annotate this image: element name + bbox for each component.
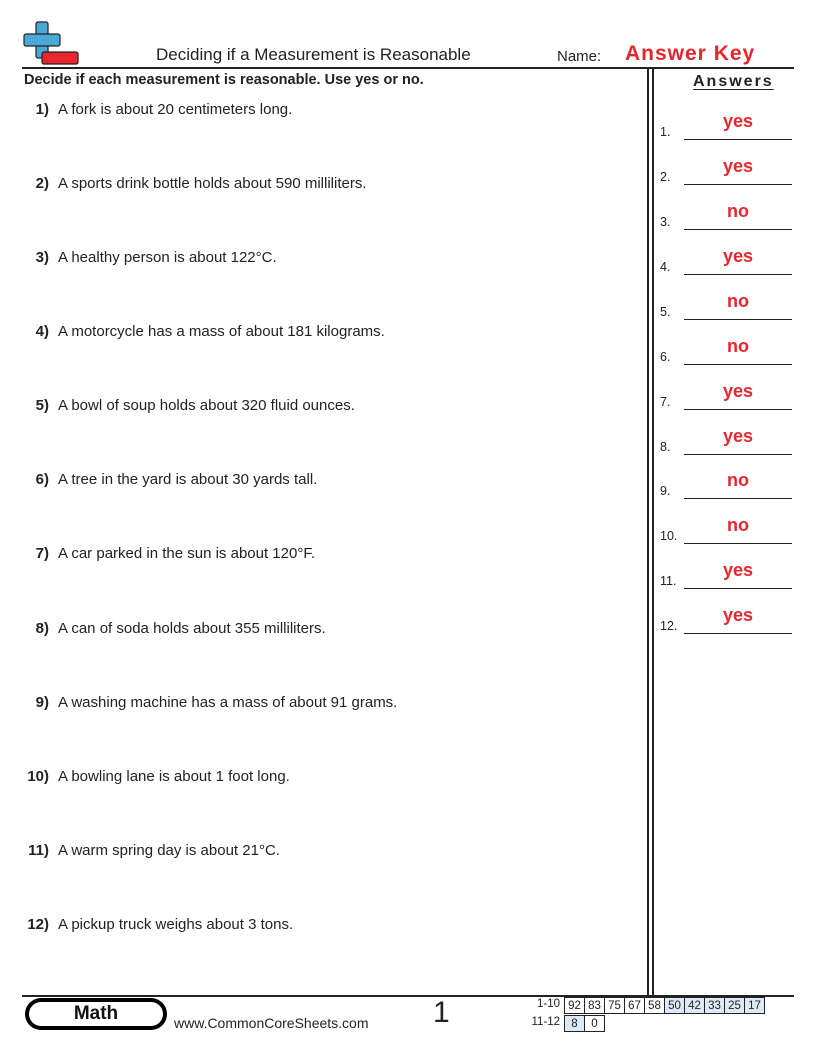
answer-key-label: Answer Key	[625, 42, 756, 65]
question-number: 5)	[35, 397, 49, 414]
question-text: A bowl of soup holds about 320 fluid ounces.	[58, 397, 355, 414]
answer-value: yes	[722, 156, 754, 176]
answer-value: yes	[722, 426, 754, 446]
question-text: A pickup truck weighs about 3 tons.	[58, 916, 294, 933]
answer-value: yes	[722, 381, 754, 401]
answer-number: 7.	[660, 395, 671, 409]
score-table-row-2	[564, 1015, 605, 1032]
page-number: 1	[433, 996, 450, 1029]
score-cell: 75	[605, 998, 625, 1014]
plus-minus-logo-icon	[22, 20, 80, 68]
answer-line	[684, 588, 792, 589]
column-divider-right	[652, 67, 654, 996]
answer-line	[684, 409, 792, 410]
score-cell: 92	[565, 998, 585, 1014]
answer-number: 9.	[660, 484, 671, 498]
answer-row	[660, 291, 794, 321]
question-number: 10)	[27, 768, 49, 785]
question-number: 9)	[35, 694, 49, 711]
score-cell: 50	[665, 998, 685, 1014]
question-number: 12)	[27, 916, 49, 933]
answer-value: yes	[722, 605, 754, 625]
answer-row	[660, 201, 794, 231]
question-number: 8)	[35, 620, 49, 637]
answer-row	[660, 381, 794, 411]
answer-value: yes	[722, 246, 754, 266]
score-cell: 83	[585, 998, 605, 1014]
question-number: 11)	[28, 842, 49, 859]
answer-number: 11.	[660, 574, 677, 588]
answer-line	[684, 498, 792, 499]
answer-number: 1.	[660, 125, 671, 139]
page-title: Deciding if a Measurement is Reasonable	[156, 45, 471, 64]
answer-row	[660, 560, 794, 590]
answer-value: yes	[722, 560, 754, 580]
answer-number: 6.	[660, 350, 671, 364]
answer-value: no	[727, 291, 749, 311]
score-cell: 42	[685, 998, 705, 1014]
answer-row	[660, 426, 794, 456]
question-text: A washing machine has a mass of about 91 grams.	[58, 694, 398, 711]
column-divider-left	[647, 67, 649, 996]
answer-line	[684, 454, 792, 455]
question-text: A sports drink bottle holds about 590 milliliters.	[58, 175, 367, 192]
answer-line	[684, 543, 792, 544]
answer-row	[660, 336, 794, 366]
answer-number: 8.	[660, 440, 671, 454]
score-cell: 25	[725, 998, 745, 1014]
score-row-label: 1-10	[536, 998, 560, 1010]
answer-value: no	[727, 470, 749, 490]
answer-value: no	[727, 201, 749, 221]
instructions: Decide if each measurement is reasonable. Use yes or no.	[24, 72, 424, 88]
question-text: A bowling lane is about 1 foot long.	[58, 768, 290, 785]
answer-row	[660, 246, 794, 276]
score-cell: 58	[645, 998, 665, 1014]
answer-line	[684, 319, 792, 320]
subject-badge-label: Math	[29, 1002, 163, 1026]
question-text: A motorcycle has a mass of about 181 kilograms.	[58, 323, 385, 340]
question-number: 2)	[35, 175, 49, 192]
answer-number: 5.	[660, 305, 671, 319]
answer-value: no	[727, 515, 749, 535]
answer-value: no	[727, 336, 749, 356]
score-cell: 33	[705, 998, 725, 1014]
answer-row	[660, 111, 794, 141]
answer-number: 2.	[660, 170, 671, 184]
question-number: 1)	[35, 101, 49, 118]
answer-number: 12.	[660, 619, 678, 633]
answers-header: Answers	[693, 73, 774, 90]
answer-row	[660, 470, 794, 500]
answer-row	[660, 515, 794, 545]
question-number: 3)	[35, 249, 49, 266]
answer-line	[684, 139, 792, 140]
answer-line	[684, 184, 792, 185]
question-text: A warm spring day is about 21°C.	[58, 842, 280, 859]
answer-number: 10.	[660, 529, 678, 543]
question-text: A healthy person is about 122°C.	[58, 249, 277, 266]
score-table-row-1	[564, 997, 765, 1014]
name-label: Name:	[557, 48, 602, 65]
score-row-label: 11-12	[531, 1016, 560, 1028]
score-cell: 67	[625, 998, 645, 1014]
question-number: 7)	[35, 545, 49, 562]
question-number: 6)	[35, 471, 49, 488]
score-cell: 17	[745, 998, 765, 1014]
question-number: 4)	[35, 323, 49, 340]
header-divider	[22, 67, 794, 69]
subject-badge	[25, 998, 167, 1030]
question-text: A fork is about 20 centimeters long.	[58, 101, 293, 118]
question-text: A car parked in the sun is about 120°F.	[58, 545, 315, 562]
answer-line	[684, 274, 792, 275]
question-text: A tree in the yard is about 30 yards tall.	[58, 471, 318, 488]
answer-row	[660, 156, 794, 186]
score-cell: 8	[565, 1016, 585, 1032]
score-cell: 0	[585, 1016, 605, 1032]
answer-line	[684, 633, 792, 634]
answer-number: 3.	[660, 215, 671, 229]
website-link[interactable]: www.CommonCoreSheets.com	[174, 1015, 369, 1031]
answer-row	[660, 605, 794, 635]
answer-value: yes	[722, 111, 754, 131]
question-text: A can of soda holds about 355 milliliters.	[58, 620, 326, 637]
answer-line	[684, 229, 792, 230]
answer-line	[684, 364, 792, 365]
answer-number: 4.	[660, 260, 671, 274]
